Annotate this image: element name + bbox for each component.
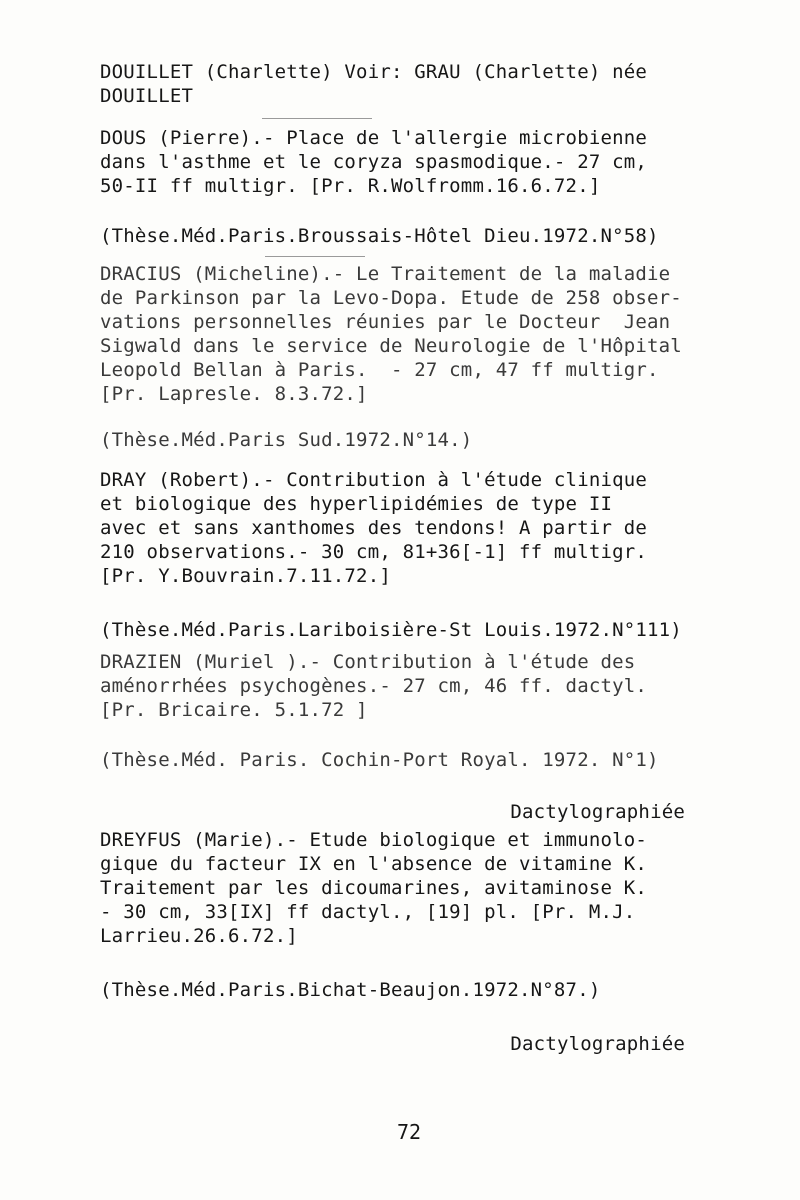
entry-dreyfus-note: Dactylographiée (510, 1033, 685, 1055)
entry-dreyfus-line-1: DREYFUS (Marie).- Etude biologique et immunolo- (100, 829, 648, 851)
entry-dreyfus-citation: (Thèse.Méd.Paris.Bichat-Beaujon.1972.N°87.) (100, 979, 601, 1001)
entry-dray-line-4: 210 observations.- 30 cm, 81+36[-1] ff multigr. (100, 541, 648, 563)
entry-dray-line-3: avec et sans xanthomes des tendons! A partir de (100, 517, 648, 539)
separator-rule (265, 256, 365, 257)
separator-rule (262, 118, 372, 119)
entry-dracius-line-3: vations personnelles réunies par le Docteur Jean (100, 311, 671, 333)
entry-dray-line-2: et biologique des hyperlipidémies de type II (100, 493, 613, 515)
entry-dray-line-5: [Pr. Y.Bouvrain.7.11.72.] (100, 565, 391, 587)
entry-douillet-line-1: DOUILLET (Charlette) Voir: GRAU (Charlette) née (100, 61, 648, 83)
entry-dous-line-1: DOUS (Pierre).- Place de l'allergie microbienne (100, 127, 648, 149)
entry-dous-line-2: dans l'asthme et le coryza spasmodique.- 27 cm, (100, 151, 648, 173)
entry-dous-line-3: 50-II ff multigr. [Pr. R.Wolfromm.16.6.72.] (100, 175, 601, 197)
entry-dreyfus-line-3: Traitement par les dicoumarines, avitaminose K. (100, 877, 648, 899)
entry-dreyfus-line-2: gique du facteur IX en l'absence de vitamine K. (100, 853, 648, 875)
entry-dray-citation: (Thèse.Méd.Paris.Lariboisière-St Louis.1972.N°111) (100, 619, 682, 641)
entry-dray-line-1: DRAY (Robert).- Contribution à l'étude clinique (100, 469, 648, 491)
entry-drazien-line-3: [Pr. Bricaire. 5.1.72 ] (100, 699, 368, 721)
entry-drazien-citation: (Thèse.Méd. Paris. Cochin-Port Royal. 1972. N°1) (100, 749, 659, 771)
entry-douillet-line-2: DOUILLET (100, 85, 194, 107)
entry-dracius-line-2: de Parkinson par la Levo-Dopa. Etude de 258 obser- (100, 287, 682, 309)
entry-dracius-line-5: Leopold Bellan à Paris. - 27 cm, 47 ff multigr. (100, 359, 659, 381)
entry-dracius-line-6: [Pr. Lapresle. 8.3.72.] (100, 383, 368, 405)
entry-dreyfus-line-5: Larrieu.26.6.72.] (100, 925, 298, 947)
entry-drazien-line-1: DRAZIEN (Muriel ).- Contribution à l'étude des (100, 651, 636, 673)
entry-drazien-line-2: aménorrhées psychogènes.- 27 cm, 46 ff. dactyl. (100, 675, 648, 697)
entry-dracius-line-4: Sigwald dans le service de Neurologie de l'Hôpital (100, 335, 682, 357)
entry-drazien-note: Dactylographiée (510, 801, 685, 823)
entry-dous-citation: (Thèse.Méd.Paris.Broussais-Hôtel Dieu.1972.N°58) (100, 225, 659, 247)
entry-dracius-citation: (Thèse.Méd.Paris Sud.1972.N°14.) (100, 429, 473, 451)
page-number: 72 (397, 1120, 422, 1144)
entry-dreyfus-line-4: - 30 cm, 33[IX] ff dactyl., [19] pl. [Pr. M.J. (100, 901, 636, 923)
entry-dracius-line-1: DRACIUS (Micheline).- Le Traitement de la maladie (100, 263, 671, 285)
